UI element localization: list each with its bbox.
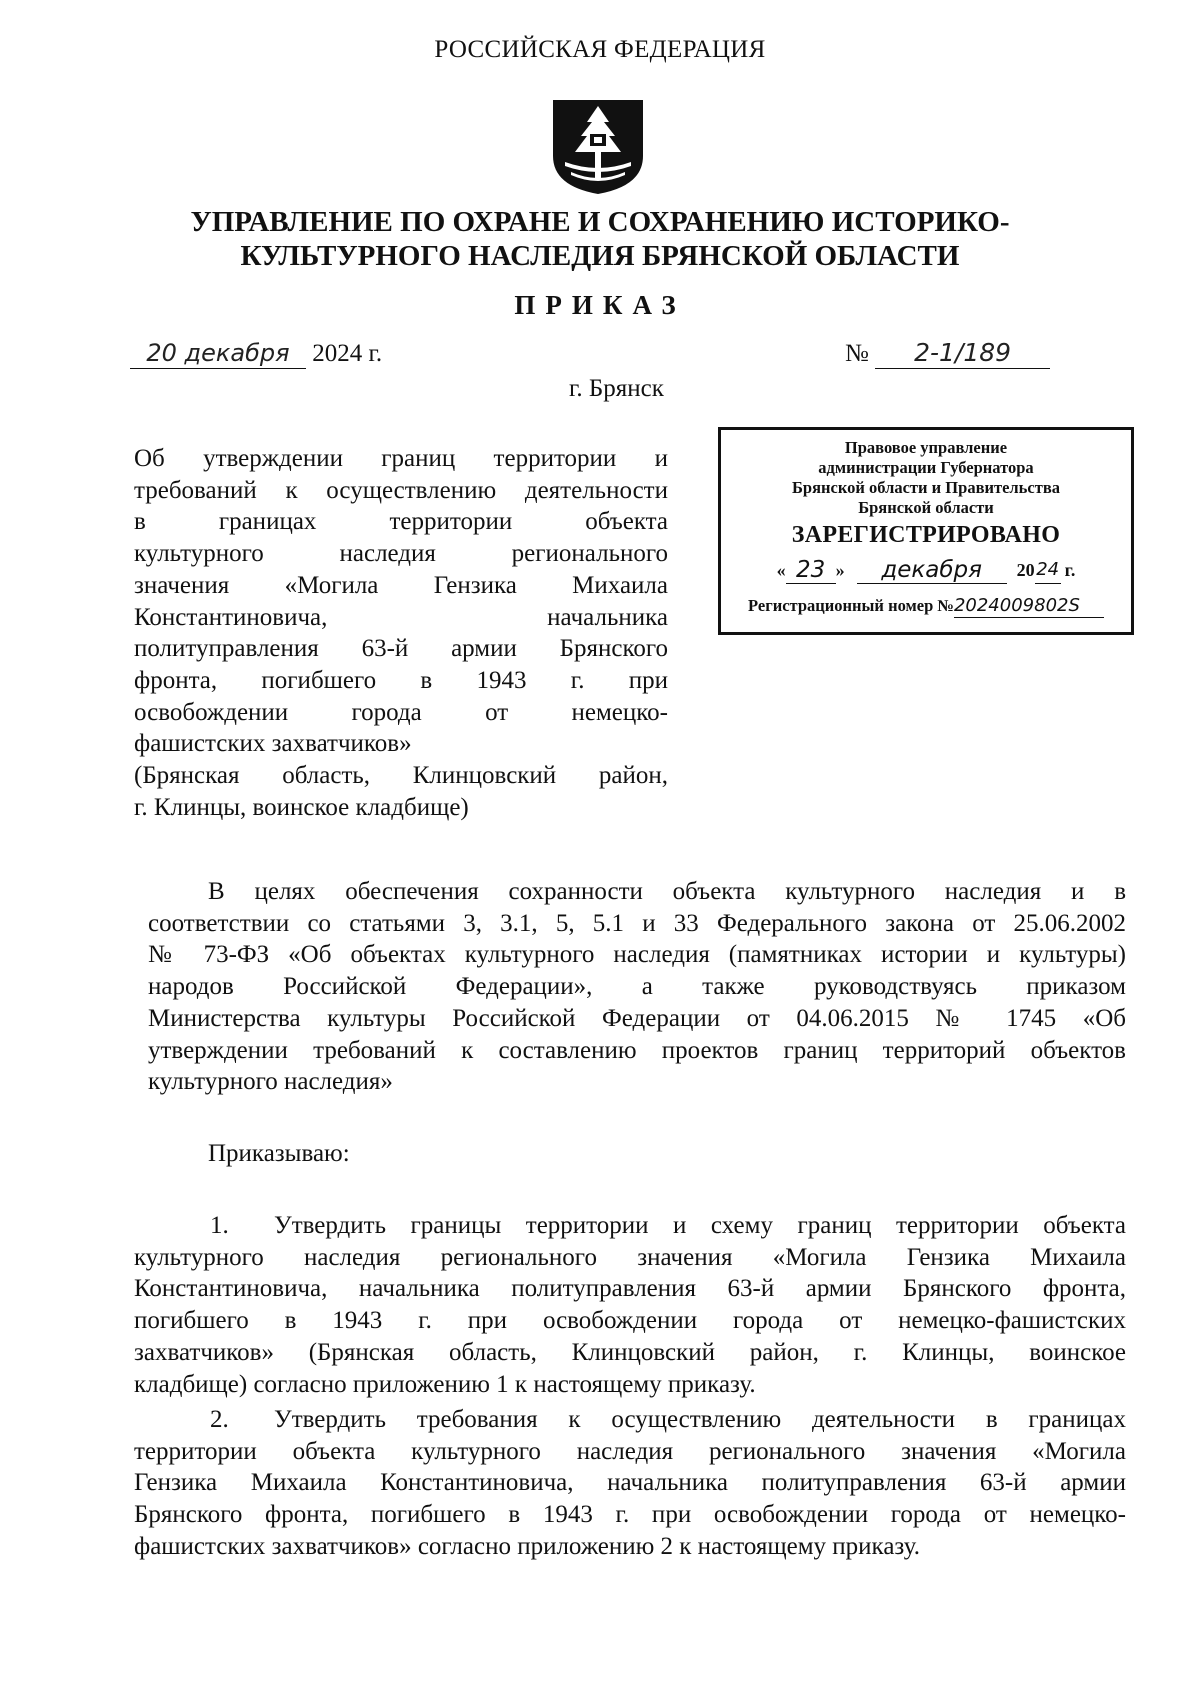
stamp-regnum-label: Регистрационный номер № [748,596,954,615]
stamp-line-3: Брянской области и Правительства [792,478,1060,497]
stamp-registered: ЗАРЕГИСТРИРОВАНО [791,522,1061,548]
preamble-paragraph [148,876,1126,1098]
order-year: 2024 г. [312,340,383,367]
item-line: захватчиков» (Брянская область, Клинцовский район, г. Клинцы, воинское [134,1338,1126,1366]
item-line: культурного наследия регионального значения «Могила Гензика Михаила [134,1243,1126,1271]
stamp-quote-close: » [835,560,845,580]
preamble-line: народов Российской Федерации», а также руководствуясь приказом [148,973,1126,1001]
item-line: Гензика Михаила Константиновича, начальника политуправления 63-й армии [134,1469,1126,1497]
organization-title [150,205,1050,273]
item-first-text: Утвердить требования к осуществлению деятельности в границах [274,1406,1126,1433]
subject-line: значения «Могила Гензика Михаила [134,571,668,599]
stamp-registration-number [721,594,1131,618]
item-line: фашистских захватчиков» согласно приложению 2 к настоящему приказу. [134,1532,921,1560]
item-first-line [134,1404,1126,1436]
item-line: Брянского фронта, погибшего в 1943 г. при освобождении города от немецко- [134,1501,1126,1529]
stamp-year-prefix: 20 [1016,560,1035,580]
order-number [845,338,1065,378]
order-subject [134,443,668,823]
preamble-line: В целях обеспечения сохранности объекта культурного наследия и в [208,878,1126,905]
item-line: кладбище) согласно приложению 1 к настоящему приказу. [134,1370,756,1398]
stamp-line-2: администрации Губернатора [818,458,1034,477]
handwritten-date: 20 декабря [130,338,306,369]
preamble-line: № 73-ФЗ «Об объектах культурного наследия (памятниках истории и культуры) [148,941,1126,969]
subject-line: в границах территории объекта [134,508,668,536]
item-number: 2. [210,1406,229,1433]
subject-line: освобождении города от немецко- [134,698,668,726]
stamp-day-handwritten: 23 [786,557,836,584]
subject-line: Об утверждении границ территории и [134,445,668,472]
org-title-line-2: КУЛЬТУРНОГО НАСЛЕДИЯ БРЯНСКОЙ ОБЛАСТИ [240,240,960,272]
registration-stamp [718,427,1134,635]
item-line: территории объекта культурного наследия регионального значения «Могила [134,1437,1126,1465]
order-item-2 [134,1404,1126,1563]
org-title-line-1: УПРАВЛЕНИЕ ПО ОХРАНЕ И СОХРАНЕНИЮ ИСТОРИКО- [190,206,1010,238]
subject-line: культурного наследия регионального [134,540,668,568]
stamp-line-4: Брянской области [858,498,994,517]
preamble-line: культурного наследия» [148,1068,393,1096]
preamble-line: соответствии со статьями 3, 3.1, 5, 5.1 и 33 Федерального закона от 25.06.2002 [148,909,1126,937]
stamp-regnum-handwritten: 2024009802S [954,595,1104,618]
stamp-date [721,556,1131,584]
handwritten-number: 2-1/189 [875,338,1050,369]
subject-line: фронта, погибшего в 1943 г. при [134,666,668,694]
subject-line: г. Клинцы, воинское кладбище) [134,793,469,821]
subject-line: фашистских захватчиков» [134,730,412,758]
item-first-line [134,1210,1126,1242]
stamp-year-suffix: г. [1064,560,1076,580]
preamble-line: утверждении требований к составлению проектов границ территорий объектов [148,1036,1126,1064]
order-item-1 [134,1210,1126,1400]
item-line: погибшего в 1943 г. при освобождении города от немецко-фашистских [134,1307,1126,1335]
item-first-text: Утвердить границы территории и схему границ территории объекта [274,1212,1126,1239]
subject-line: (Брянская область, Клинцовский район, [134,762,668,790]
stamp-month-handwritten: декабря [857,557,1007,584]
item-number: 1. [210,1212,229,1239]
subject-line: Константиновича, начальника [134,603,668,631]
order-word: Приказываю: [208,1140,350,1167]
subject-line: требований к осуществлению деятельности [134,476,668,504]
stamp-year-handwritten: 24 [1035,557,1061,584]
item-line: Константиновича, начальника политуправления 63-й армии Брянского фронта, [134,1275,1126,1303]
order-date [130,338,430,378]
subject-line: политуправления 63-й армии Брянского [134,635,668,663]
number-sign: № [845,340,869,367]
country-name: РОССИЙСКАЯ ФЕДЕРАЦИЯ [434,36,766,63]
stamp-line-1: Правовое управление [844,438,1008,457]
city: г. Брянск [569,375,664,402]
preamble-line: Министерства культуры Российской Федерации от 04.06.2015 № 1745 «Об [148,1004,1126,1032]
stamp-quote-open: « [776,560,786,580]
bryansk-coat-of-arms-icon [549,96,647,196]
document-type: ПРИКАЗ [514,290,686,320]
